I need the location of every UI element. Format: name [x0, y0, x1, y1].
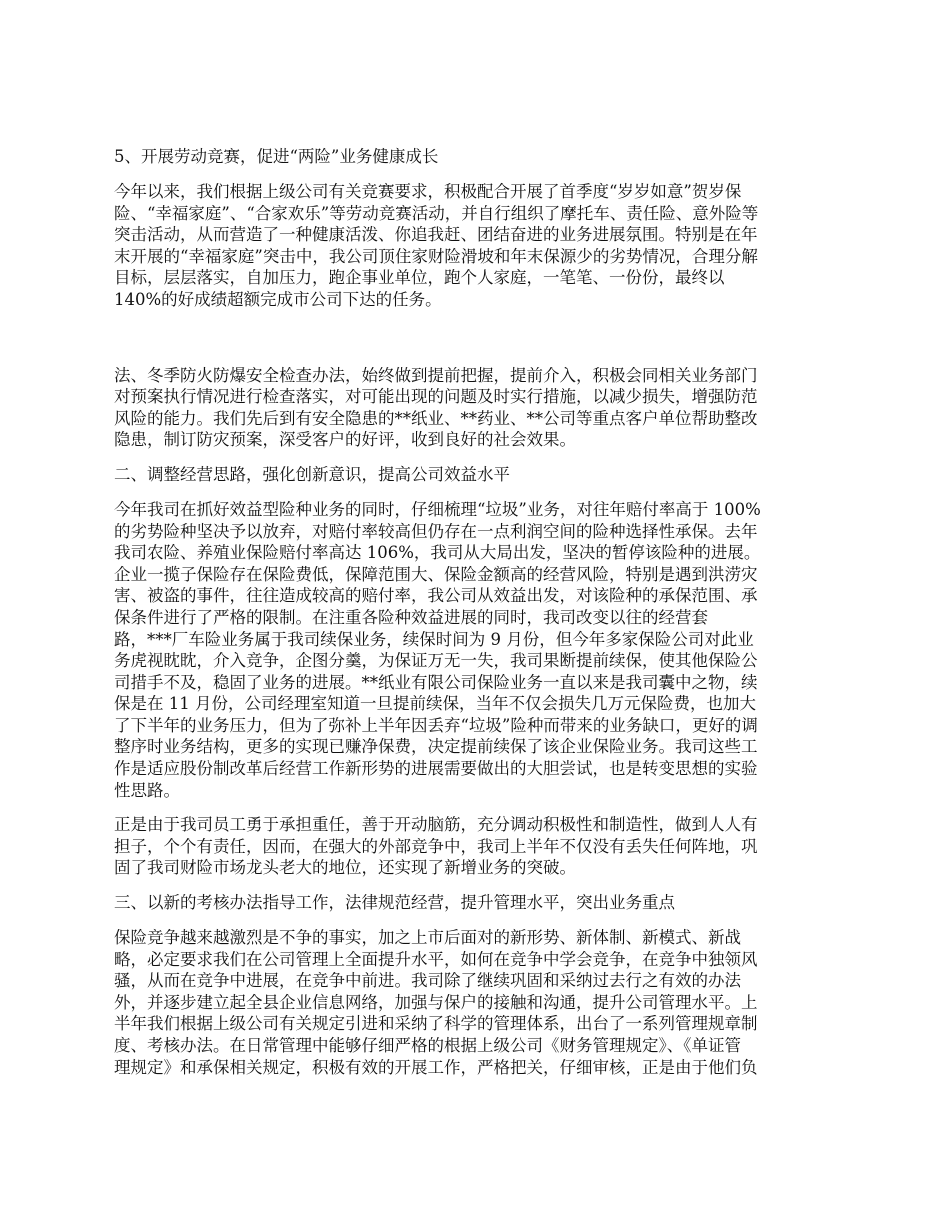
text-line: 担子，个个有责任，因而，在强大的外部竞争中，我司上半年不仅没有丢失任何阵地，巩: [114, 836, 758, 856]
text-line: 末开展的“幸福家庭”突击中，我公司顶住家财险滑坡和年末保源少的劣势情况，合理分解: [114, 246, 758, 266]
text-line: 保险竞争越来越激烈是不争的事实，加之上市后面对的新形势、新体制、新模式、新战: [114, 928, 741, 948]
text-line: 理规定》和承保相关规定，积极有效的开展工作，严格把关，仔细审核，正是由于他们负: [114, 1057, 758, 1077]
text-line: 外，并逐步建立起全县企业信息网络，加强与保户的接触和沟通，提升公司管理水平。上: [114, 992, 758, 1012]
text-line: 险、“幸福家庭”、“合家欢乐”等劳动竞赛活动，并自行组织了摩托车、责任险、意外险等: [114, 203, 759, 223]
section-heading-labor-competition: 5、开展劳动竞赛，促进“两险”业务健康成长: [114, 147, 439, 166]
paragraph-staff-responsibility: [114, 814, 842, 879]
text-line: 法、冬季防火防爆安全检查办法，始终做到提前把握，提前介入，积极会同相关业务部门: [114, 365, 758, 385]
text-line: 略，必定要求我们在公司管理上全面提升水平，如何在竞争中学会竞争，在竞争中独领风: [114, 949, 758, 969]
text-line: 整序时业务结构，更多的实现已赚净保费，决定提前续保了该企业保险业务。我司这些工: [114, 737, 758, 757]
text-line: 今年我司在抓好效益型险种业务的同时，仔细梳理“垃圾”业务，对往年赔付率高于 100%: [114, 499, 761, 519]
text-line: 路，***厂车险业务属于我司续保业务，续保时间为 9 月份，但今年多家保险公司对此业: [114, 629, 754, 649]
text-line: 保条件进行了严格的限制。在注重各险种效益进展的同时，我司改变以往的经营套: [114, 607, 708, 627]
text-line: 固了我司财险市场龙头老大的地位，还实现了新增业务的突破。: [114, 858, 576, 878]
text-line: 司措手不及，稳固了业务的进展。**纸业有限公司保险业务一直以来是我司囊中之物，续: [114, 672, 758, 692]
text-line: 半年我们根据上级公司有关规定引进和采纳了科学的管理体系，出台了一系列管理规章制: [114, 1014, 758, 1034]
paragraph-safety-inspection: [114, 365, 842, 451]
text-line: 我司农险、养殖业保险赔付率高达 106%，我司从大局出发，坚决的暂停该险种的进展。: [114, 543, 761, 563]
text-line: 今年以来，我们根据上级公司有关竞赛要求，积极配合开展了首季度“岁岁如意”贺岁保: [114, 182, 742, 201]
text-line: 风险的能力。我们先后到有安全隐患的**纸业、**药业、**公司等重点客户单位帮助整改: [114, 408, 758, 428]
paragraph-management: [114, 927, 842, 1078]
text-line: 度、考核办法。在日常管理中能够仔细严格的根据上级公司《财务管理规定》、《单证管: [114, 1036, 741, 1055]
text-line: 性思路。: [114, 780, 180, 800]
text-line: 企业一揽子保险存在保险费低，保障范围大、保险金额高的经营风险，特别是遇到洪涝灾: [114, 564, 758, 584]
document-page: [114, 146, 842, 1091]
paragraph-business-strategy: [114, 499, 842, 801]
text-line: 害、被盗的事件，往往造成较高的赔付率，我公司从效益出发，对该险种的承保范围、承: [114, 586, 758, 606]
text-line: 目标，层层落实，自加压力，跑企事业单位，跑个人家庭，一笔笔、一份份，最终以: [114, 268, 725, 288]
section-heading-business-strategy: 二、调整经营思路，强化创新意识，提高公司效益水平: [114, 464, 510, 484]
text-line: 对预案执行情况进行检查落实，对可能出现的问题及时实行措施，以减少损失，增强防范: [114, 387, 758, 407]
text-line: 正是由于我司员工勇于承担重任，善于开动脑筋，充分调动积极性和制造性，做到人人有: [114, 815, 758, 835]
text-line: 务虎视眈眈，介入竞争，企图分羹，为保证万无一失，我司果断提前续保，使其他保险公: [114, 651, 758, 671]
text-line: 的劣势险种坚决予以放弃，对赔付率较高但仍存在一点利润空间的险种选择性承保。去年: [114, 521, 758, 541]
text-line: 隐患，制订防灾预案，深受客户的好评，收到良好的社会效果。: [114, 430, 576, 450]
text-line: 作是适应股份制改革后经营工作新形势的进展需要做出的大胆尝试，也是转变思想的实验: [114, 759, 758, 779]
text-line: 保是在 11 月份，公司经理室知道一旦提前续保，当年不仅会损失几万元保险费，也加大: [114, 694, 756, 714]
paragraph-labor-competition: [114, 181, 842, 311]
text-line: 140%的好成绩超额完成市公司下达的任务。: [114, 289, 442, 309]
section-heading-management: 三、以新的考核办法指导工作，法律规范经营，提升管理水平，突出业务重点: [114, 893, 675, 913]
text-line: 突击活动，从而营造了一种健康活泼、你追我赶、团结奋进的业务进展氛围。特别是在年: [114, 225, 758, 245]
text-line: 骚，从而在竞争中进展，在竞争中前进。我司除了继续巩固和采纳过去行之有效的办法: [114, 971, 741, 991]
text-line: 了下半年的业务压力，但为了弥补上半年因丢弃“垃圾”险种而带来的业务缺口，更好的调: [114, 715, 758, 735]
